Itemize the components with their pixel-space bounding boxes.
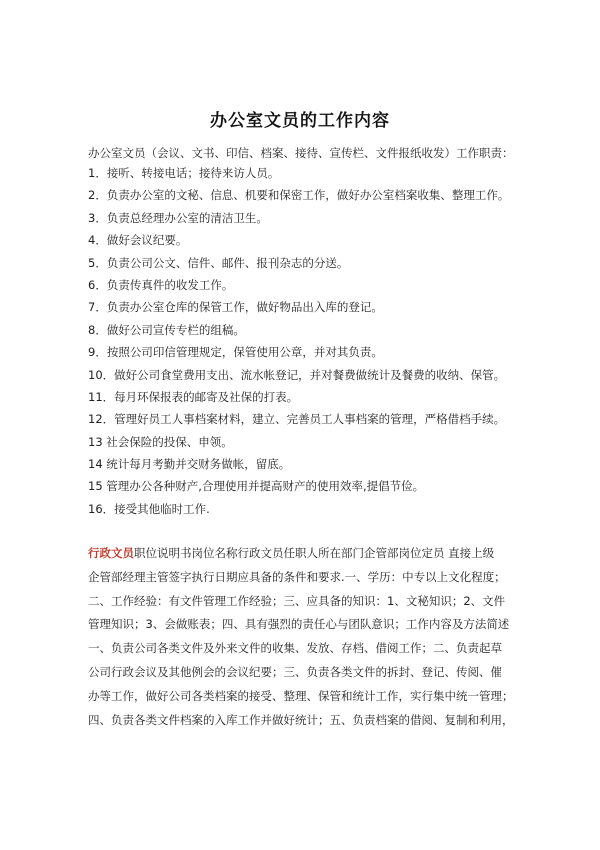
- duty-item: 15 管理办公各种财产,合理使用并提高财产的使用效率,提倡节俭。: [88, 479, 425, 494]
- job-description-line: [88, 545, 528, 569]
- job-description-line: 二、工作经验：有文件管理工作经验；三、应具备的知识：1、文秘知识；2、文件: [88, 593, 506, 608]
- duty-item: 13 社会保险的投保、申领。: [88, 434, 233, 449]
- job-description-section: [88, 545, 528, 735]
- job-description-line: 管理知识；3、会做账表；四、具有强烈的责任心与团队意识；工作内容及方法简述: [88, 617, 510, 632]
- job-description-line: 办等工作，做好公司各类档案的接受、整理、保管和统计工作，实行集中统一管理；: [88, 688, 514, 703]
- document-title: 办公室文员的工作内容: [210, 111, 390, 131]
- job-description-line: 企管部经理主管签字执行日期应具备的条件和要求.一、学历：中专以上文化程度；: [88, 569, 506, 584]
- duty-item: 4．做好会议纪要。: [88, 233, 188, 248]
- section-heading: 行政文员: [88, 546, 134, 560]
- duty-item: 11．每月环保报表的邮寄及社保的打表。: [88, 389, 299, 404]
- duty-item: 8．做好公司宣传专栏的组稿。: [88, 322, 245, 337]
- duties-list: [88, 165, 528, 523]
- duties-intro: 办公室文员（会议、文书、印信、档案、接待、宣传栏、文件报纸收发）工作职责：: [88, 146, 514, 160]
- duty-item: 5．负责公司公文、信件、邮件、报刊杂志的分送。: [88, 255, 349, 270]
- duty-item: 3．负责总经理办公室的清洁卫生。: [88, 210, 268, 225]
- duty-item: 1．接听、转接电话；接待来访人员。: [88, 166, 280, 180]
- duty-item: 6．负责传真件的收发工作。: [88, 277, 234, 292]
- duty-item: 10．做好公司食堂费用支出、流水帐登记，并对餐费做统计及餐费的收纳、保管。: [88, 367, 506, 382]
- job-description-line: 四、负责各类文件档案的入库工作并做好统计；五、负责档案的借阅、复制和利用，: [88, 712, 514, 727]
- job-description-line: 公司行政会议及其他例会的会议纪要；三、负责各类文件的拆封、登记、传阅、催: [88, 664, 502, 679]
- duty-item: 7．负责办公室仓库的保管工作，做好物品出入库的登记。: [88, 300, 383, 315]
- duty-item: 14 统计每月考勤并交财务做帐，留底。: [88, 457, 291, 472]
- duty-item: 9．按照公司印信管理规定，保管使用公章，并对其负责。: [88, 345, 383, 360]
- job-description-text: 职位说明书岗位名称行政文员任职人所在部门企管部岗位定员 直接上级: [134, 546, 495, 560]
- job-description-line: 一、负责公司各类文件及外来文件的收集、发放、存档、借阅工作；二、负责起草: [88, 641, 502, 656]
- duty-item: 16．接受其他临时工作.: [88, 501, 210, 516]
- duty-item: 2．负责办公室的文秘、信息、机要和保密工作，做好办公室档案收集、整理工作。: [88, 188, 510, 203]
- duty-item: 12．管理好员工人事档案材料，建立、完善员工人事档案的管理，严格借档手续。: [88, 412, 506, 427]
